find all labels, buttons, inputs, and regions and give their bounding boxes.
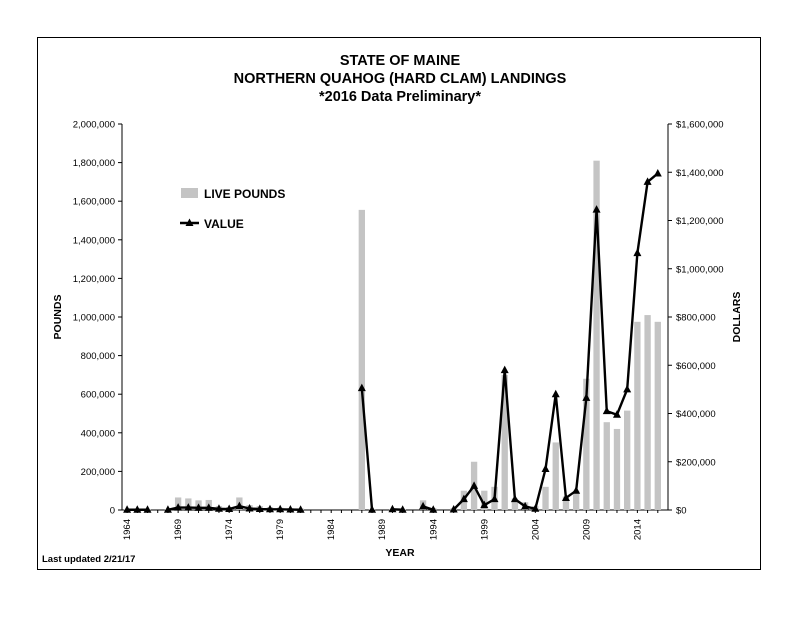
y-tick-label: 1,200,000 [72,273,115,285]
y2-tick-label: $600,000 [676,360,716,372]
y2-tick-label: $1,200,000 [676,216,724,227]
y-tick-label: 200,000 [80,466,115,478]
y2-tick-label: $0 [676,505,687,517]
bar-live-pounds [644,315,650,510]
y2-tick-label: $1,400,000 [676,167,724,179]
x-tick-label: 1979 [275,519,287,541]
value-point-marker [368,505,376,512]
x-tick-label: 1999 [479,519,491,541]
x-tick-label: 1989 [377,519,389,541]
x-tick-label: 1984 [326,519,338,541]
x-tick-label: 1974 [224,519,236,541]
y-tick-label: 400,000 [80,428,115,440]
legend-line-label: VALUE [204,217,244,231]
y-tick-label: 1,000,000 [72,312,115,324]
x-tick-label: 1964 [122,519,134,541]
y-tick-label: 2,000,000 [72,119,115,131]
value-point-marker [552,390,560,398]
last-updated-note: Last updated 2/21/17 [42,554,136,565]
value-point-marker [654,169,662,177]
bar-live-pounds [359,210,365,510]
x-tick-label: 2014 [632,519,644,541]
bar-live-pounds [553,442,559,510]
value-point-marker [501,366,509,374]
bar-live-pounds [542,487,548,510]
y-tick-label: 1,800,000 [72,158,115,170]
bar-live-pounds [604,422,610,510]
value-point-marker [633,249,641,257]
y2-tick-label: $200,000 [676,457,716,469]
x-tick-label: 1969 [173,519,185,541]
bar-live-pounds [614,429,620,510]
y-tick-label: 1,400,000 [72,235,115,247]
y2-axis-title: DOLLARS [731,291,743,343]
legend-bar-label: LIVE POUNDS [204,187,286,201]
y-tick-label: 0 [109,505,115,517]
y-tick-label: 800,000 [80,351,115,363]
x-axis-title: YEAR [385,547,415,559]
y2-tick-label: $1,600,000 [676,119,724,131]
y2-tick-label: $800,000 [676,312,716,324]
bar-live-pounds [624,411,630,510]
value-point-marker [603,407,611,415]
chart-title-line-1: STATE OF MAINE [339,53,461,69]
bar-live-pounds [655,322,661,510]
value-point-marker [542,464,550,472]
x-tick-label: 2009 [581,519,593,541]
x-tick-label: 2004 [530,519,542,541]
legend-bar-swatch [181,188,198,198]
y2-tick-label: $400,000 [676,409,716,420]
value-point-marker [572,486,580,494]
y-tick-label: 1,600,000 [72,196,115,208]
value-point-marker [623,385,631,393]
x-tick-label: 1994 [428,519,440,541]
chart-title-line-2: NORTHERN QUAHOG (HARD CLAM) LANDINGS [233,71,567,87]
y-tick-label: 600,000 [80,389,115,401]
y-axis-title: POUNDS [52,294,64,340]
value-point-marker [511,495,519,503]
chart-title-line-3: *2016 Data Preliminary* [318,89,481,105]
y2-tick-label: $1,000,000 [676,264,724,276]
bar-live-pounds [634,322,640,510]
